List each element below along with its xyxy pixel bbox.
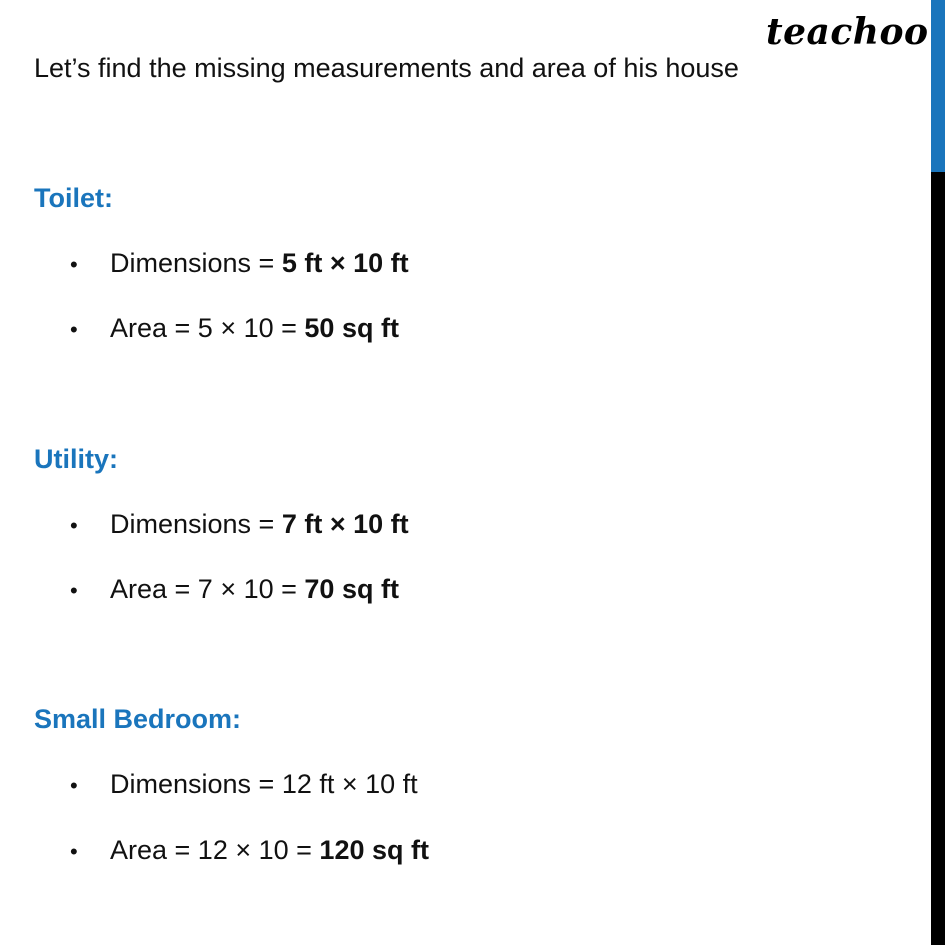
- section-heading-small-bedroom: Small Bedroom:: [34, 704, 242, 734]
- area-value: 50 sq ft: [304, 313, 399, 343]
- bullet-icon: •: [70, 317, 78, 342]
- dimensions-label: Dimensions =: [110, 248, 282, 278]
- small-bedroom-dimensions-item: [70, 768, 418, 802]
- dimensions-label: Dimensions = 12 ft × 10 ft: [110, 769, 418, 799]
- utility-dimensions-item: [70, 508, 409, 542]
- dimensions-value: 5 ft × 10 ft: [281, 248, 409, 278]
- area-label: Area = 12 × 10 =: [110, 835, 320, 865]
- bullet-icon: •: [70, 773, 78, 798]
- teachoo-logo: teachoo: [766, 11, 929, 53]
- bullet-icon: •: [70, 252, 78, 277]
- utility-area-item: [70, 573, 399, 607]
- area-value: 120 sq ft: [319, 835, 429, 865]
- small-bedroom-area-item: [70, 834, 429, 868]
- bullet-icon: •: [70, 578, 78, 603]
- area-label: Area = 5 × 10 =: [110, 313, 305, 343]
- side-bar-accent: [931, 0, 945, 172]
- area-label: Area = 7 × 10 =: [110, 574, 305, 604]
- section-heading-toilet: Toilet:: [34, 183, 113, 213]
- dimensions-value: 7 ft × 10 ft: [281, 509, 409, 539]
- side-bar: [931, 0, 945, 945]
- bullet-icon: •: [70, 513, 78, 538]
- toilet-dimensions-item: [70, 247, 409, 281]
- toilet-area-item: [70, 312, 399, 346]
- bullet-icon: •: [70, 839, 78, 864]
- section-heading-utility: Utility:: [34, 444, 118, 474]
- dimensions-label: Dimensions =: [110, 509, 282, 539]
- area-value: 70 sq ft: [304, 574, 399, 604]
- intro-text: Let’s find the missing measurements and area of his house: [34, 53, 739, 83]
